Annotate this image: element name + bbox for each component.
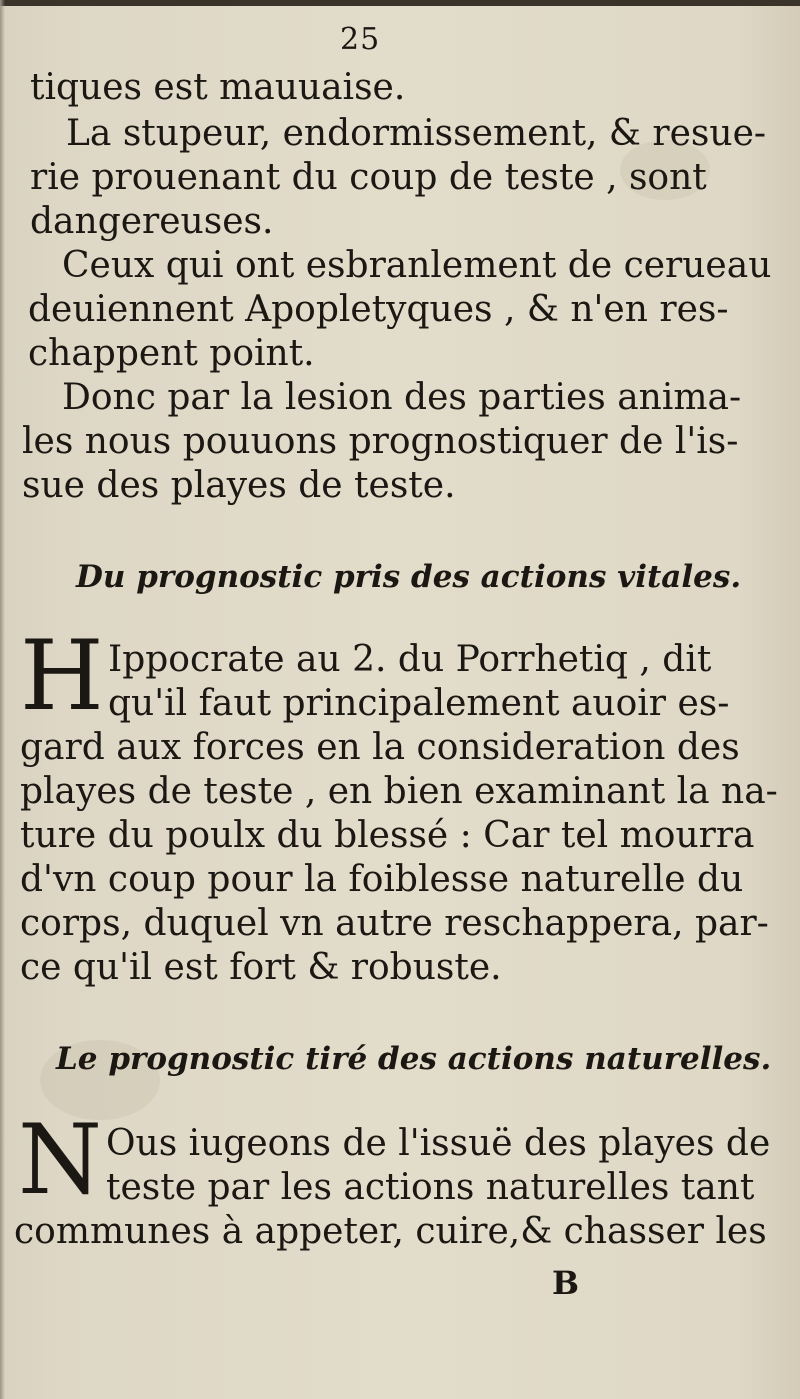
text-line: communes à appeter, cuire,& chasser les [14, 1211, 767, 1252]
drop-cap: H [20, 620, 104, 732]
section-heading: Du prognostic pris des actions vitales. [76, 559, 742, 595]
text-line: teste par les actions naturelles tant [106, 1167, 755, 1208]
text-line: rie prouenant du coup de teste , sont [30, 157, 707, 198]
text-line: qu'il faut principalement auoir es- [108, 683, 730, 724]
text-line: deuiennent Apopletyques , & n'en res- [28, 289, 729, 330]
text-line: tiques est mauuaise. [30, 67, 406, 108]
text-line: les nous pouuons prognostiquer de l'is- [22, 421, 739, 462]
text-line: corps, duquel vn autre reschappera, par- [20, 903, 769, 944]
text-line: d'vn coup pour la foiblesse naturelle du [20, 859, 744, 900]
text-line: Ceux qui ont esbranlement de cerueau [62, 245, 772, 286]
text-line: ce qu'il est fort & robuste. [20, 947, 502, 988]
text-line: chappent point. [28, 333, 315, 374]
page-number: 25 [340, 22, 381, 57]
text-line: playes de teste , en bien examinant la na- [20, 771, 778, 812]
text-line: Donc par la lesion des parties anima- [62, 377, 742, 418]
drop-cap: N [18, 1104, 102, 1216]
section-heading: Le prognostic tiré des actions naturelles. [56, 1041, 772, 1077]
text-line: sue des playes de teste. [22, 465, 456, 506]
signature-mark: B [552, 1264, 580, 1302]
text-line: ture du poulx du blessé : Car tel mourra [20, 815, 755, 856]
text-line: gard aux forces en la consideration des [20, 727, 740, 768]
text-line: La stupeur, endormissement, & resue- [66, 113, 767, 154]
text-line: Ous iugeons de l'issuë des playes de [106, 1123, 771, 1164]
text-line: Ippocrate au 2. du Porrhetiq , dit [108, 639, 712, 680]
text-line: dangereuses. [30, 201, 274, 242]
